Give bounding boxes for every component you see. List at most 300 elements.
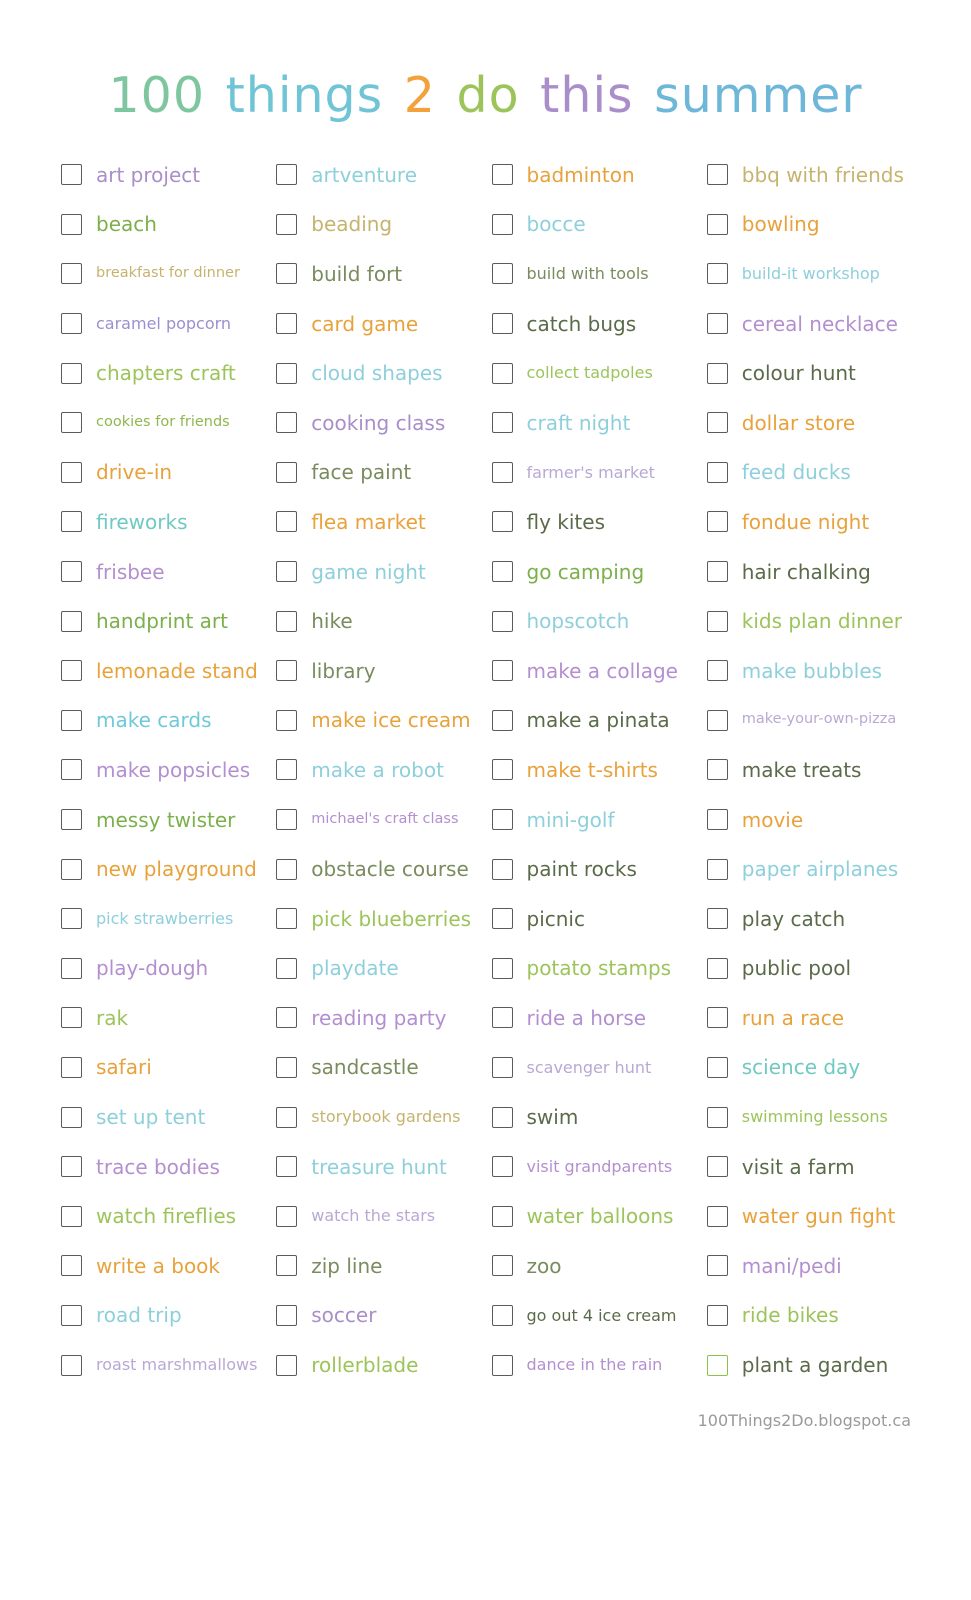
checklist-item[interactable]: [486, 1241, 701, 1291]
checkbox-icon[interactable]: [707, 710, 728, 731]
checklist-item-label: paint rocks: [526, 857, 637, 882]
checklist-item[interactable]: [486, 1340, 701, 1390]
checkbox-icon[interactable]: [707, 1107, 728, 1128]
checkbox-icon[interactable]: [61, 561, 82, 582]
checklist-item-label: michael's craft class: [311, 810, 459, 827]
checkbox-icon[interactable]: [707, 1206, 728, 1227]
checkbox-icon[interactable]: [276, 263, 297, 284]
checklist-item-label: make cards: [96, 708, 212, 733]
checkbox-icon[interactable]: [492, 1305, 513, 1326]
checklist-item[interactable]: [486, 150, 701, 200]
checklist-item[interactable]: [270, 200, 485, 250]
checklist-item-label: watch fireflies: [96, 1204, 237, 1229]
checklist-item-label: go camping: [526, 559, 645, 584]
checkbox-icon[interactable]: [61, 462, 82, 483]
checklist-item[interactable]: [701, 398, 916, 448]
checklist-item-label: beading: [311, 212, 393, 237]
checklist-item[interactable]: [701, 1142, 916, 1192]
checklist-item[interactable]: [55, 348, 270, 398]
footer-credit: 100Things2Do.blogspot.ca: [697, 1411, 911, 1430]
checkbox-icon[interactable]: [61, 1355, 82, 1376]
checklist-item[interactable]: [486, 696, 701, 746]
checklist-item[interactable]: [55, 448, 270, 498]
checklist-item-label: breakfast for dinner: [96, 265, 240, 282]
checklist-item[interactable]: [270, 646, 485, 696]
checkbox-icon[interactable]: [276, 1355, 297, 1376]
checklist-item[interactable]: [701, 1191, 916, 1241]
checklist-item[interactable]: [270, 844, 485, 894]
checkbox-icon[interactable]: [61, 958, 82, 979]
checklist-item-label: water gun fight: [741, 1204, 896, 1229]
checklist-item[interactable]: [701, 844, 916, 894]
checklist-item-label: cloud shapes: [311, 361, 443, 386]
title-word-0: 100: [108, 67, 205, 124]
checklist-item-label: farmer's market: [526, 462, 655, 482]
checkbox-icon[interactable]: [276, 710, 297, 731]
checklist-item[interactable]: [701, 745, 916, 795]
checklist-item[interactable]: [701, 150, 916, 200]
checklist-item[interactable]: [486, 844, 701, 894]
checklist-item[interactable]: [701, 894, 916, 944]
checkbox-icon[interactable]: [61, 1206, 82, 1227]
checklist-item[interactable]: [270, 795, 485, 845]
checklist-item[interactable]: [270, 1142, 485, 1192]
checklist-item-label: potato stamps: [526, 956, 672, 981]
checklist-item[interactable]: [270, 398, 485, 448]
checkbox-icon[interactable]: [707, 611, 728, 632]
checklist-item-label: make a collage: [526, 658, 678, 683]
checkbox-icon[interactable]: [492, 759, 513, 780]
checkbox-icon[interactable]: [707, 511, 728, 532]
checkbox-icon[interactable]: [61, 412, 82, 433]
checklist-item[interactable]: [701, 1291, 916, 1341]
checklist-item[interactable]: [486, 497, 701, 547]
checklist-item-label: art project: [96, 162, 201, 187]
checklist-item-label: face paint: [311, 460, 412, 485]
checkbox-icon[interactable]: [276, 809, 297, 830]
checklist-item[interactable]: [270, 1340, 485, 1390]
checklist-item-label: build-it workshop: [741, 264, 880, 284]
checklist-item[interactable]: [486, 1191, 701, 1241]
checkbox-icon[interactable]: [707, 809, 728, 830]
checklist-item-label: drive-in: [96, 460, 173, 485]
checklist-item[interactable]: [270, 1291, 485, 1341]
checklist-item-label: play catch: [741, 906, 846, 931]
checklist-item-label: bbq with friends: [741, 162, 904, 187]
checklist-item[interactable]: [486, 993, 701, 1043]
checklist-item-label: road trip: [96, 1303, 182, 1328]
checkbox-icon[interactable]: [61, 1007, 82, 1028]
checklist-item-label: reading party: [311, 1005, 447, 1030]
checklist-item-label: playdate: [311, 956, 399, 981]
title-word-4: this: [540, 67, 634, 124]
checklist-item-label: craft night: [526, 410, 631, 435]
checklist-item-label: cookies for friends: [96, 413, 230, 430]
checkbox-icon[interactable]: [492, 263, 513, 284]
checklist-item[interactable]: [701, 200, 916, 250]
checkbox-icon[interactable]: [492, 1255, 513, 1276]
checklist-item-label: pick strawberries: [96, 908, 234, 928]
checklist-item-label: chapters craft: [96, 361, 236, 386]
checklist-item[interactable]: [486, 944, 701, 994]
checkbox-icon[interactable]: [276, 1206, 297, 1227]
checklist-item[interactable]: [701, 795, 916, 845]
checkbox-icon[interactable]: [61, 759, 82, 780]
checklist-item-label: trace bodies: [96, 1154, 220, 1179]
checkbox-icon[interactable]: [492, 214, 513, 235]
checklist-item[interactable]: [486, 1142, 701, 1192]
checklist-item-label: write a book: [96, 1253, 221, 1278]
checklist-item[interactable]: [55, 1043, 270, 1093]
checklist-item[interactable]: [701, 249, 916, 299]
checklist-item[interactable]: [486, 894, 701, 944]
checklist-item[interactable]: [55, 993, 270, 1043]
checklist-item[interactable]: [701, 448, 916, 498]
checkbox-icon[interactable]: [276, 1305, 297, 1326]
checklist-item-label: make bubbles: [741, 658, 883, 683]
checkbox-icon[interactable]: [492, 809, 513, 830]
checkbox-icon[interactable]: [61, 710, 82, 731]
checklist-item[interactable]: [701, 299, 916, 349]
checklist-item[interactable]: [701, 1241, 916, 1291]
checkbox-icon[interactable]: [276, 660, 297, 681]
checkbox-icon[interactable]: [61, 660, 82, 681]
checklist-item-label: picnic: [526, 906, 585, 931]
checkbox-icon[interactable]: [707, 164, 728, 185]
checklist-item-label: soccer: [311, 1303, 377, 1328]
checkbox-icon[interactable]: [61, 263, 82, 284]
checklist-item-label: cereal necklace: [741, 311, 898, 336]
checklist-item-label: new playground: [96, 857, 257, 882]
checklist-item[interactable]: [55, 1291, 270, 1341]
checkbox-icon[interactable]: [707, 1305, 728, 1326]
checkbox-icon[interactable]: [276, 462, 297, 483]
checkbox-icon[interactable]: [492, 611, 513, 632]
checklist-item-label: treasure hunt: [311, 1154, 447, 1179]
checklist-item[interactable]: [270, 497, 485, 547]
checklist-item-label: library: [311, 658, 376, 683]
checklist-item-label: frisbee: [96, 559, 165, 584]
checkbox-icon[interactable]: [492, 1156, 513, 1177]
checkbox-icon[interactable]: [61, 511, 82, 532]
checklist-item-label: lemonade stand: [96, 658, 258, 683]
checklist-item-label: movie: [741, 807, 804, 832]
checklist-item-label: science day: [741, 1055, 861, 1080]
checklist-item-label: ride a horse: [526, 1005, 647, 1030]
checklist-item-label: rak: [96, 1005, 129, 1030]
checklist-item-label: feed ducks: [741, 460, 851, 485]
checklist-item[interactable]: [701, 646, 916, 696]
checklist-item-label: hike: [311, 609, 353, 634]
checkbox-icon[interactable]: [492, 908, 513, 929]
checklist-item-label: visit a farm: [741, 1154, 855, 1179]
checklist-item-label: visit grandparents: [526, 1156, 673, 1176]
checkbox-icon[interactable]: [707, 1156, 728, 1177]
checklist-item[interactable]: [55, 795, 270, 845]
checklist-item[interactable]: [701, 696, 916, 746]
title-word-2: 2: [403, 67, 436, 124]
checklist-item[interactable]: [486, 1092, 701, 1142]
checkbox-icon[interactable]: [492, 462, 513, 483]
checklist-item[interactable]: [270, 596, 485, 646]
checkbox-icon[interactable]: [492, 511, 513, 532]
checklist-item[interactable]: [486, 348, 701, 398]
checklist-item[interactable]: [486, 1291, 701, 1341]
checklist-item[interactable]: [55, 1340, 270, 1390]
checkbox-icon[interactable]: [492, 958, 513, 979]
checklist-item[interactable]: [55, 547, 270, 597]
checkbox-icon[interactable]: [61, 1057, 82, 1078]
checkbox-icon[interactable]: [276, 908, 297, 929]
checklist-item[interactable]: [270, 1241, 485, 1291]
checkbox-icon[interactable]: [707, 660, 728, 681]
checkbox-icon[interactable]: [492, 164, 513, 185]
checklist-item-label: mini-golf: [526, 807, 615, 832]
checklist-item-label: colour hunt: [741, 361, 856, 386]
checklist-item-label: bocce: [526, 212, 586, 237]
checkbox-icon[interactable]: [276, 313, 297, 334]
checkbox-icon[interactable]: [276, 511, 297, 532]
checkbox-icon[interactable]: [707, 1057, 728, 1078]
checklist-item[interactable]: [270, 348, 485, 398]
checkbox-icon[interactable]: [276, 1156, 297, 1177]
checklist-item[interactable]: [55, 596, 270, 646]
checkbox-icon[interactable]: [276, 363, 297, 384]
checklist-item[interactable]: [55, 944, 270, 994]
checklist-item-label: water balloons: [526, 1204, 674, 1229]
checklist-item[interactable]: [486, 547, 701, 597]
checklist-item-label: fly kites: [526, 509, 605, 534]
checklist-item[interactable]: [55, 894, 270, 944]
checklist-item[interactable]: [55, 745, 270, 795]
checkbox-icon[interactable]: [276, 1255, 297, 1276]
checklist-item[interactable]: [486, 646, 701, 696]
checklist-item-label: fireworks: [96, 509, 188, 534]
checkbox-icon[interactable]: [492, 859, 513, 880]
checkbox-icon[interactable]: [492, 1007, 513, 1028]
checklist-item[interactable]: [55, 1092, 270, 1142]
checklist-item-label: ride bikes: [741, 1303, 839, 1328]
checkbox-icon[interactable]: [707, 1007, 728, 1028]
checklist-item[interactable]: [701, 993, 916, 1043]
checklist-item-label: cooking class: [311, 410, 446, 435]
checkbox-icon[interactable]: [276, 1107, 297, 1128]
checkbox-icon[interactable]: [61, 313, 82, 334]
checklist-item-label: fondue night: [741, 509, 870, 534]
checkbox-icon[interactable]: [61, 908, 82, 929]
checklist-item-label: kids plan dinner: [741, 609, 903, 634]
checklist-item-label: swim: [526, 1105, 579, 1130]
checklist-item[interactable]: [486, 596, 701, 646]
checklist-item-label: catch bugs: [526, 311, 637, 336]
checklist-item-label: make a pinata: [526, 708, 670, 733]
checklist-item-label: play-dough: [96, 956, 209, 981]
checklist-item[interactable]: [701, 547, 916, 597]
checklist-item-label: set up tent: [96, 1105, 206, 1130]
checklist-item-label: safari: [96, 1055, 152, 1080]
checklist-item-label: storybook gardens: [311, 1107, 461, 1127]
checklist-item[interactable]: [270, 1191, 485, 1241]
checklist-item[interactable]: [55, 497, 270, 547]
checklist-item[interactable]: [486, 398, 701, 448]
checklist-item-label: sandcastle: [311, 1055, 419, 1080]
checklist-item[interactable]: [55, 696, 270, 746]
checkbox-icon[interactable]: [61, 1156, 82, 1177]
checkbox-icon[interactable]: [707, 1355, 728, 1376]
checkbox-icon[interactable]: [492, 412, 513, 433]
checklist-item[interactable]: [486, 299, 701, 349]
checklist-item[interactable]: [486, 795, 701, 845]
checklist-item[interactable]: [486, 200, 701, 250]
checklist-item[interactable]: [486, 745, 701, 795]
checklist-item[interactable]: [55, 249, 270, 299]
checkbox-icon[interactable]: [61, 363, 82, 384]
checkbox-icon[interactable]: [707, 214, 728, 235]
checkbox-icon[interactable]: [61, 1305, 82, 1326]
checklist-item[interactable]: [270, 150, 485, 200]
checkbox-icon[interactable]: [492, 1355, 513, 1376]
checklist-item[interactable]: [270, 993, 485, 1043]
checkbox-icon[interactable]: [276, 561, 297, 582]
checklist-item-label: messy twister: [96, 807, 236, 832]
checkbox-icon[interactable]: [492, 710, 513, 731]
checklist-item[interactable]: [701, 1043, 916, 1093]
checklist-item-label: zoo: [526, 1253, 562, 1278]
checkbox-icon[interactable]: [276, 1057, 297, 1078]
checkbox-icon[interactable]: [276, 958, 297, 979]
checkbox-icon[interactable]: [492, 363, 513, 384]
checklist-item-label: dance in the rain: [526, 1355, 663, 1375]
checklist-item[interactable]: [55, 844, 270, 894]
checklist-item[interactable]: [55, 1241, 270, 1291]
checklist-item[interactable]: [486, 448, 701, 498]
checklist-item[interactable]: [486, 249, 701, 299]
checkbox-icon[interactable]: [61, 859, 82, 880]
checklist-item-label: build with tools: [526, 264, 649, 284]
checklist-grid: [55, 150, 916, 1390]
checkbox-icon[interactable]: [707, 412, 728, 433]
checklist-item-label: caramel popcorn: [96, 313, 232, 333]
checklist-item[interactable]: [701, 1092, 916, 1142]
checklist-item[interactable]: [55, 646, 270, 696]
checkbox-icon[interactable]: [492, 660, 513, 681]
checklist-item-label: mani/pedi: [741, 1253, 842, 1278]
checklist-item-label: make t-shirts: [526, 757, 658, 782]
checkbox-icon[interactable]: [61, 1107, 82, 1128]
checkbox-icon[interactable]: [276, 214, 297, 235]
checkbox-icon[interactable]: [707, 363, 728, 384]
checkbox-icon[interactable]: [61, 1255, 82, 1276]
checkbox-icon[interactable]: [492, 1107, 513, 1128]
checklist-item[interactable]: [270, 448, 485, 498]
title-word-5: summer: [654, 67, 863, 124]
checklist-item[interactable]: [486, 1043, 701, 1093]
checklist-item[interactable]: [55, 1142, 270, 1192]
checklist-item-label: badminton: [526, 162, 635, 187]
checkbox-icon[interactable]: [707, 313, 728, 334]
checklist-item-label: build fort: [311, 261, 403, 286]
checklist-item[interactable]: [55, 299, 270, 349]
checklist-item[interactable]: [55, 1191, 270, 1241]
checkbox-icon[interactable]: [492, 313, 513, 334]
checkbox-icon[interactable]: [61, 214, 82, 235]
checklist-item[interactable]: [701, 1340, 916, 1390]
checkbox-icon[interactable]: [707, 1255, 728, 1276]
checkbox-icon[interactable]: [61, 809, 82, 830]
checklist-item[interactable]: [270, 696, 485, 746]
checklist-item-label: artventure: [311, 162, 417, 187]
checklist-item-label: make ice cream: [311, 708, 471, 733]
checklist-item-label: hair chalking: [741, 559, 871, 584]
checkbox-icon[interactable]: [61, 164, 82, 185]
checklist-item[interactable]: [270, 299, 485, 349]
checkbox-icon[interactable]: [61, 611, 82, 632]
checkbox-icon[interactable]: [707, 859, 728, 880]
checkbox-icon[interactable]: [707, 561, 728, 582]
checkbox-icon[interactable]: [492, 561, 513, 582]
checkbox-icon[interactable]: [276, 611, 297, 632]
checklist-item[interactable]: [55, 200, 270, 250]
checklist-item-label: make treats: [741, 757, 862, 782]
checkbox-icon[interactable]: [492, 1057, 513, 1078]
checklist-item-label: plant a garden: [741, 1353, 889, 1378]
checklist-item[interactable]: [270, 547, 485, 597]
checklist-item-label: make popsicles: [96, 757, 251, 782]
checklist-item-label: obstacle course: [311, 857, 469, 882]
checklist-item[interactable]: [701, 497, 916, 547]
checklist-item-label: handprint art: [96, 609, 228, 634]
checklist-item-label: public pool: [741, 956, 852, 981]
checklist-item-label: roast marshmallows: [96, 1355, 258, 1375]
checklist-item-label: beach: [96, 212, 157, 237]
checklist-item[interactable]: [270, 944, 485, 994]
checkbox-icon[interactable]: [492, 1206, 513, 1227]
page-title: [55, 67, 916, 124]
checklist-item[interactable]: [270, 745, 485, 795]
checkbox-icon[interactable]: [707, 263, 728, 284]
checklist-item[interactable]: [55, 398, 270, 448]
checklist-item[interactable]: [270, 1043, 485, 1093]
checklist-item-label: rollerblade: [311, 1353, 419, 1378]
checkbox-icon[interactable]: [707, 908, 728, 929]
checklist-item[interactable]: [270, 1092, 485, 1142]
checkbox-icon[interactable]: [276, 164, 297, 185]
checkbox-icon[interactable]: [276, 759, 297, 780]
checklist-item-label: flea market: [311, 509, 426, 534]
checkbox-icon[interactable]: [276, 412, 297, 433]
checklist-item-label: card game: [311, 311, 419, 336]
checkbox-icon[interactable]: [707, 759, 728, 780]
checklist-item-label: scavenger hunt: [526, 1057, 652, 1077]
checklist-item-label: dollar store: [741, 410, 856, 435]
checklist-item[interactable]: [55, 150, 270, 200]
checkbox-icon[interactable]: [707, 958, 728, 979]
checklist-item[interactable]: [270, 249, 485, 299]
checklist-item-label: game night: [311, 559, 426, 584]
checklist-item-label: run a race: [741, 1005, 845, 1030]
checklist-item[interactable]: [701, 596, 916, 646]
checklist-item-label: go out 4 ice cream: [526, 1305, 677, 1325]
checkbox-icon[interactable]: [276, 859, 297, 880]
checklist-item[interactable]: [701, 348, 916, 398]
checkbox-icon[interactable]: [276, 1007, 297, 1028]
checklist-item[interactable]: [270, 894, 485, 944]
checklist-item-label: paper airplanes: [741, 857, 899, 882]
checkbox-icon[interactable]: [707, 462, 728, 483]
checklist-item-label: swimming lessons: [741, 1107, 888, 1127]
checklist-item[interactable]: [701, 944, 916, 994]
title-word-1: things: [225, 67, 384, 124]
